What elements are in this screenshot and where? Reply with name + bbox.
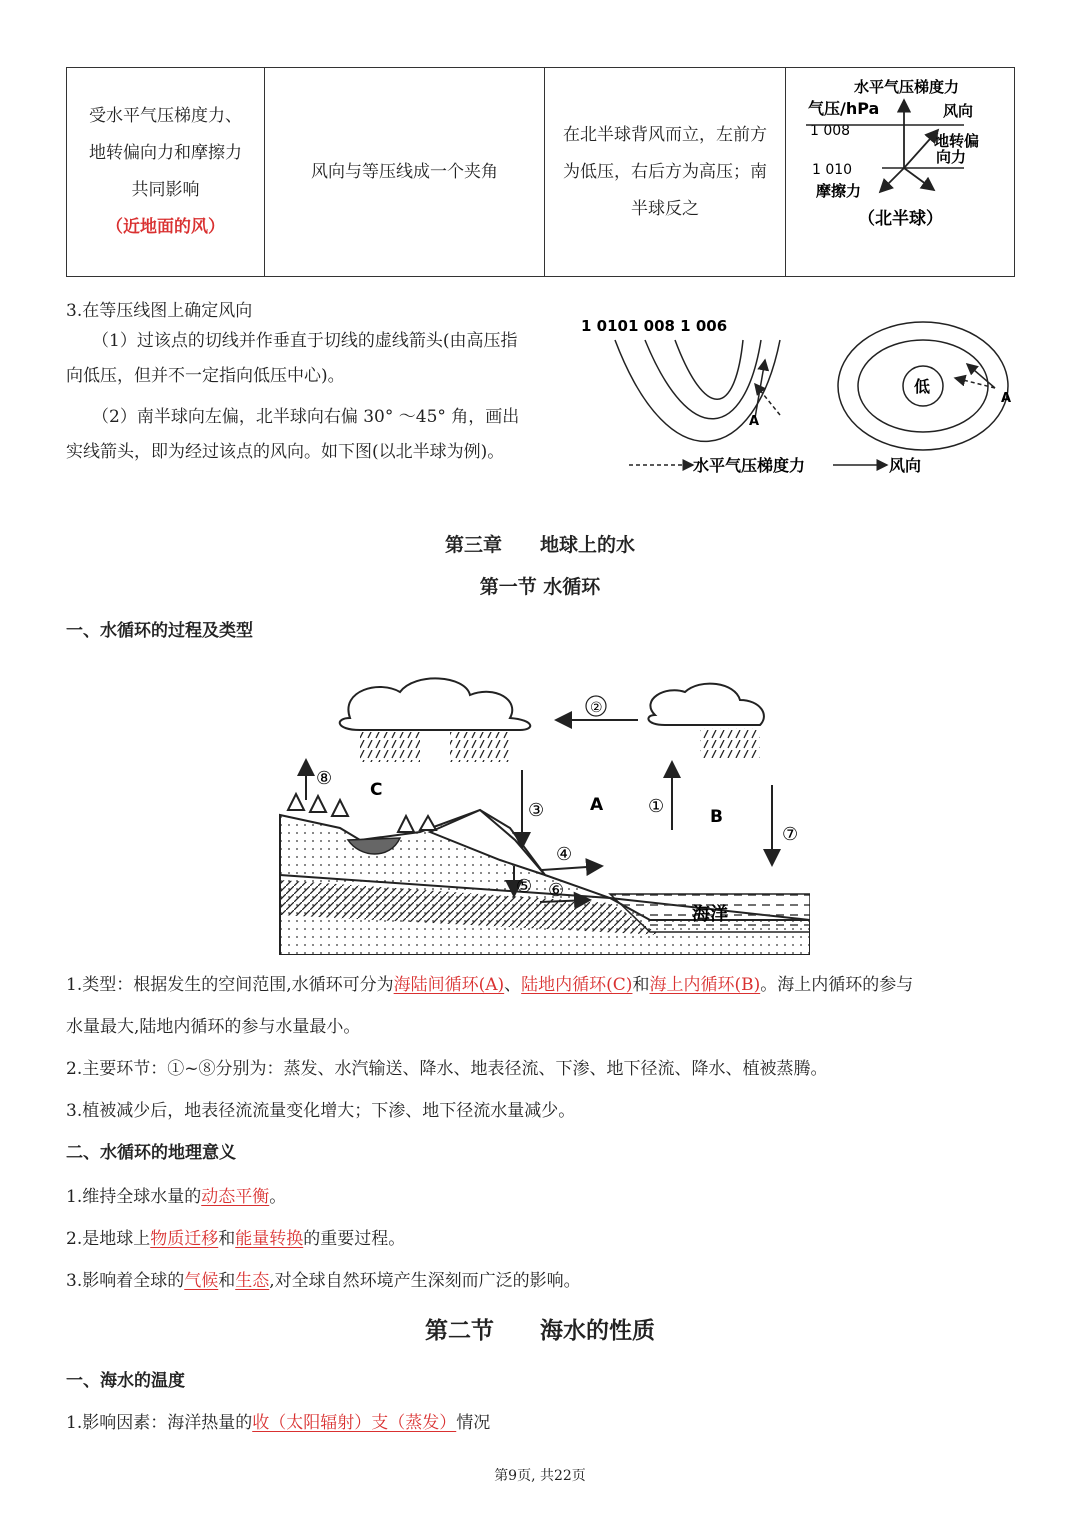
isobar-values-label: 1 0101 008 1 006 <box>581 317 728 335</box>
text-run: 1.维持全球水量的 <box>66 1187 202 1207</box>
label-1: ① <box>648 796 665 817</box>
label-4: ④ <box>556 844 573 865</box>
highlight-ecology: 生态 <box>235 1271 270 1291</box>
text-run: 。 <box>269 1187 287 1207</box>
highlight-energy-conversion: 能量转换 <box>235 1229 304 1249</box>
rule-line: 为低压，右后方为高压；南 <box>563 161 767 182</box>
label-c: C <box>370 780 383 800</box>
rain-left-2 <box>450 732 510 762</box>
rule-line: 在北半球背风而立，左前方 <box>563 124 767 145</box>
land-surface <box>280 810 810 955</box>
isobar-1008-label: 1 008 <box>810 123 851 139</box>
paragraph-line: 实线箭头，即为经过该点的风向。如下图(以北半球为例)。 <box>66 442 505 462</box>
force-diagram <box>786 68 1014 262</box>
text-run: 3.影响着全球的 <box>66 1271 185 1291</box>
temperature-factor <box>66 1408 490 1433</box>
significance-3 <box>66 1266 581 1291</box>
friction-label: 摩擦力 <box>816 182 862 200</box>
legend-pgf: 水平气压梯度力 <box>693 456 806 475</box>
wind-solid-arrow <box>755 360 765 418</box>
water-cycle-diagram <box>270 670 810 955</box>
text-run: 1.影响因素：海洋热量的 <box>66 1413 253 1433</box>
text-run: 和 <box>218 1271 236 1291</box>
wind-arrow <box>904 130 938 168</box>
text-run: 、 <box>504 975 522 995</box>
text-run: 和 <box>218 1229 236 1249</box>
table-row <box>67 68 1015 277</box>
isobar-figure <box>575 300 1025 490</box>
subsection-heading: 一、海水的温度 <box>66 1371 185 1391</box>
wind-table <box>66 67 1015 277</box>
significance-1 <box>66 1182 286 1207</box>
friction-arrow <box>880 168 904 192</box>
wind-label: 风向 <box>943 102 974 120</box>
subsection-heading: 一、水循环的过程及类型 <box>66 621 253 641</box>
types-paragraph <box>66 964 1026 1048</box>
paragraph-line: （1）过该点的切线并作垂直于切线的虚线箭头(由高压指 <box>92 331 518 351</box>
label-5: ⑤ <box>516 876 533 897</box>
rain-left-1 <box>360 732 420 762</box>
text-run: 情况 <box>456 1413 491 1433</box>
isobar-paragraph-1 <box>66 324 576 394</box>
highlight-heat-budget: 收（太阳辐射）支（蒸发） <box>252 1413 457 1433</box>
page-footer: 第9页, 共22页 <box>494 1468 586 1484</box>
paragraph-line: 水量最大,陆地内循环的参与水量最小。 <box>66 1017 361 1037</box>
rule-line: 半球反之 <box>631 198 699 219</box>
label-3: ③ <box>528 800 545 821</box>
paragraph-line: 向低压，但并不一定指向低压中心)。 <box>66 366 345 386</box>
pgf-label: 水平气压梯度力 <box>854 78 960 96</box>
hemisphere-label: （北半球） <box>858 209 943 229</box>
label-a: A <box>590 795 604 815</box>
direction-text: 风向与等压线成一个夹角 <box>311 161 498 182</box>
low-label: 低 <box>914 377 931 396</box>
text-run: 和 <box>632 975 650 995</box>
paragraph-line: （2）南半球向左偏，北半球向右偏 30° ～45° 角，画出 <box>92 407 520 427</box>
section-title: 第一节 水循环 <box>479 576 601 598</box>
coriolis-label: 地转偏 <box>934 132 980 150</box>
text-run: 。海上内循环的参与 <box>760 975 914 995</box>
vegetation-line: 3.植被减少后，地表径流流量变化增大；下渗、地下径流水量减少。 <box>66 1101 576 1121</box>
text-run: 的重要过程。 <box>303 1229 406 1249</box>
paragraph-line <box>66 964 1026 1006</box>
force-figure-cell <box>786 68 1015 277</box>
label-b: B <box>710 807 723 827</box>
cause-note: （近地面的风） <box>106 217 225 237</box>
arrow-surface-runoff <box>542 866 602 870</box>
text-run: 2.是地球上 <box>66 1229 151 1249</box>
isobar-curve-1008 <box>645 340 761 419</box>
highlight-material-transfer: 物质迁移 <box>150 1229 219 1249</box>
point-a-label: A <box>749 414 760 429</box>
cause-line: 受水平气压梯度力、 <box>89 106 242 126</box>
highlight-sea-land-cycle: 海陆间循环(A) <box>393 975 505 995</box>
significance-2 <box>66 1224 405 1249</box>
cause-line: 共同影响 <box>131 180 200 200</box>
rain-right <box>700 728 760 758</box>
cloud-right <box>648 684 763 725</box>
section-title: 第二节 海水的性质 <box>425 1318 655 1344</box>
isobar-heading: 3.在等压线图上确定风向 <box>66 301 253 321</box>
rule-cell <box>545 68 786 277</box>
highlight-climate: 气候 <box>184 1271 219 1291</box>
isobar-1010-label: 1 010 <box>812 162 853 178</box>
pressure-label: 气压/hPa <box>808 99 880 118</box>
label-2: ② <box>590 700 603 716</box>
chapter-title: 第三章 地球上的水 <box>444 534 635 556</box>
direction-cell <box>265 68 545 277</box>
cause-cell <box>67 68 265 277</box>
highlight-sea-cycle: 海上内循环(B) <box>649 975 761 995</box>
cause-line: 地转偏向力和摩擦力 <box>89 143 242 163</box>
highlight-land-cycle: 陆地内循环(C) <box>521 975 633 995</box>
cloud-left <box>340 678 530 730</box>
coriolis-label-2: 向力 <box>936 148 967 166</box>
label-6: ⑥ <box>548 880 565 901</box>
text-run: ,对全球自然环境产生深刻而广泛的影响。 <box>269 1271 581 1291</box>
point-a-label-2: A <box>1001 391 1012 406</box>
isobar-paragraph-2 <box>66 400 576 470</box>
text-run: 1.类型：根据发生的空间范围,水循环可分为 <box>66 975 394 995</box>
coriolis-arrow <box>904 168 934 190</box>
label-7: ⑦ <box>782 824 799 845</box>
highlight-dynamic-balance: 动态平衡 <box>201 1187 270 1207</box>
subsection-heading: 二、水循环的地理意义 <box>66 1143 236 1163</box>
label-8: ⑧ <box>316 768 333 789</box>
links-line: 2.主要环节：①~⑧分别为：蒸发、水汽输送、降水、地表径流、下渗、地下径流、降水、植被蒸腾。 <box>66 1059 828 1079</box>
isobar-curve-1006 <box>675 340 743 399</box>
legend-wind: 风向 <box>889 456 922 475</box>
ocean-label: 海洋 <box>692 904 728 925</box>
